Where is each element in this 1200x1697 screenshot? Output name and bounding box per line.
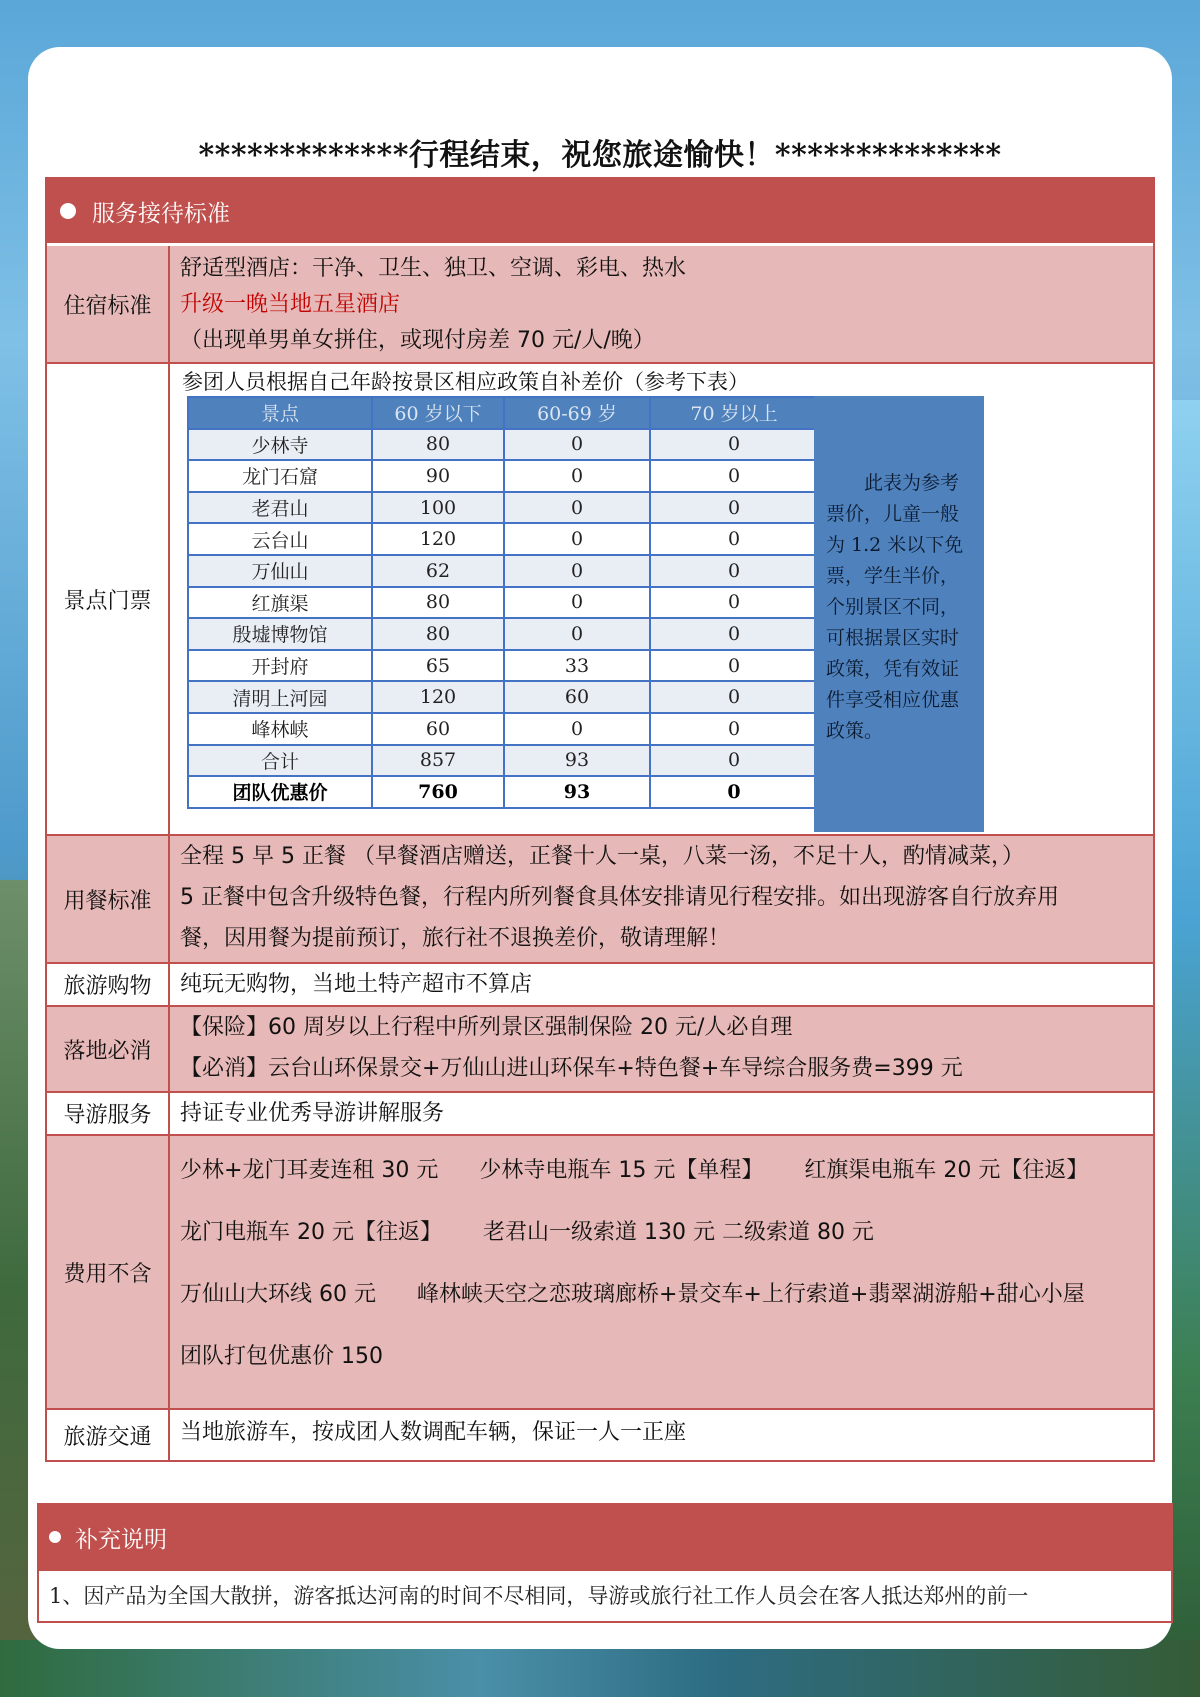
- cell-price: 65: [372, 650, 504, 682]
- shopping-row: [47, 962, 1153, 1005]
- cell-spot: 龙门石窟: [188, 460, 372, 492]
- cell-price: 0: [650, 745, 818, 777]
- excluded-fees-content: [170, 1136, 1153, 1408]
- table-row: [188, 713, 818, 745]
- excluded-line-4: 团队打包优惠价 150: [180, 1344, 383, 1369]
- cell-spot: 团队优惠价: [188, 776, 372, 808]
- cell-price: 0: [650, 650, 818, 682]
- bullet-dot-icon: [60, 203, 76, 219]
- cell-price: 0: [650, 587, 818, 619]
- insurance-line: 【保险】60 周岁以上行程中所列景区强制保险 20 元/人必自理: [180, 1015, 793, 1040]
- col-header-over-70: 70 岁以上: [650, 397, 818, 429]
- cell-price: 0: [650, 776, 818, 808]
- tickets-note: 参团人员根据自己年龄按景区相应政策自补差价（参考下表）: [182, 370, 749, 394]
- cell-price: 100: [372, 492, 504, 524]
- cell-price: 0: [504, 713, 650, 745]
- laojunshan-cable-text: 老君山一级索道 130 元 二级索道 80 元: [482, 1220, 874, 1245]
- cell-price: 120: [372, 681, 504, 713]
- cell-price: 0: [504, 555, 650, 587]
- cell-price: 60: [372, 713, 504, 745]
- cell-spot: 万仙山: [188, 555, 372, 587]
- mandatory-fees-row: [47, 1005, 1153, 1091]
- cell-spot: 合计: [188, 745, 372, 777]
- cell-price: 93: [504, 776, 650, 808]
- bullet-dot-icon: [49, 1531, 61, 1543]
- cell-price: 93: [504, 745, 650, 777]
- cell-price: 0: [650, 492, 818, 524]
- lodging-content: [170, 246, 1153, 362]
- table-row-group-price: [188, 776, 818, 808]
- mandatory-line: 【必消】云台山环保景交+万仙山进山环保车+特色餐+车导综合服务费=399 元: [180, 1056, 963, 1081]
- cell-spot: 老君山: [188, 492, 372, 524]
- cell-price: 0: [504, 587, 650, 619]
- cell-price: 62: [372, 555, 504, 587]
- service-section-title: 服务接待标准: [92, 200, 230, 227]
- shopping-text: 纯玩无购物，当地土特产超市不算店: [180, 972, 533, 997]
- lodging-label: 住宿标准: [47, 246, 170, 362]
- mandatory-fees-content: [170, 1007, 1153, 1091]
- meals-content: [170, 836, 1153, 962]
- col-header-spot: 景点: [188, 397, 372, 429]
- itinerary-end-title: *************行程结束，祝您旅途愉快！**************: [198, 138, 1002, 173]
- table-row: [188, 460, 818, 492]
- meals-line-3: 餐，因用餐为提前预订，旅行社不退换差价，敬请理解！: [180, 926, 731, 951]
- cell-price: 0: [504, 460, 650, 492]
- cell-spot: 开封府: [188, 650, 372, 682]
- table-row: [188, 681, 818, 713]
- longmen-cart-text: 龙门电瓶车 20 元【往返】: [180, 1220, 442, 1245]
- lodging-line-3: （出现单男单女拼住，或现付房差 70 元/人/晚）: [180, 328, 655, 353]
- cell-spot: 少林寺: [188, 429, 372, 461]
- col-header-60-69: 60-69 岁: [504, 397, 650, 429]
- supplement-section: [37, 1503, 1173, 1623]
- ticket-price-table: [187, 396, 819, 809]
- guide-text: 持证专业优秀导游讲解服务: [180, 1101, 445, 1126]
- cell-spot: 红旗渠: [188, 587, 372, 619]
- tickets-row: [47, 362, 1153, 834]
- service-standards-table: [45, 177, 1155, 1462]
- cell-price: 80: [372, 618, 504, 650]
- cell-price: 80: [372, 587, 504, 619]
- meals-line-2: 5 正餐中包含升级特色餐，行程内所列餐食具体安排请见行程安排。如出现游客自行放弃用: [180, 885, 1059, 910]
- table-row: [188, 587, 818, 619]
- cell-price: 0: [650, 618, 818, 650]
- headset-rental-text: 少林+龙门耳麦连租 30 元: [180, 1158, 439, 1183]
- ticket-side-note: 此表为参考票价，儿童一般为 1.2 米以下免票，学生半价，个别景区不同，可根据景区实时政策，凭有效证件享受相应优惠政策。: [814, 396, 984, 832]
- cell-price: 0: [504, 429, 650, 461]
- cell-price: 33: [504, 650, 650, 682]
- cell-spot: 云台山: [188, 523, 372, 555]
- meals-line-1: 全程 5 早 5 正餐 （早餐酒店赠送，正餐十人一桌，八菜一汤，不足十人，酌情减菜，）: [180, 844, 1024, 869]
- table-row: [188, 492, 818, 524]
- meals-row: [47, 834, 1153, 962]
- hongqiqu-cart-text: 红旗渠电瓶车 20 元【往返】: [804, 1158, 1089, 1183]
- transport-row: [47, 1408, 1153, 1460]
- table-row: [188, 429, 818, 461]
- lodging-line-1: 舒适型酒店：干净、卫生、独卫、空调、彩电、热水: [180, 256, 687, 281]
- cell-price: 0: [650, 555, 818, 587]
- col-header-under-60: 60 岁以下: [372, 397, 504, 429]
- cell-spot: 峰林峡: [188, 713, 372, 745]
- excluded-line-3: [180, 1264, 1143, 1326]
- mandatory-fees-label: 落地必消: [47, 1007, 170, 1091]
- transport-label: 旅游交通: [47, 1410, 170, 1460]
- excluded-fees-label: 费用不含: [47, 1136, 170, 1408]
- table-row: [188, 618, 818, 650]
- table-row: [188, 555, 818, 587]
- shopping-label: 旅游购物: [47, 964, 170, 1005]
- guide-label: 导游服务: [47, 1093, 170, 1134]
- shaolin-cart-text: 少林寺电瓶车 15 元【单程】: [479, 1158, 764, 1183]
- excluded-line-1: [180, 1140, 1143, 1202]
- cell-price: 0: [650, 681, 818, 713]
- tickets-content: [170, 364, 1153, 834]
- table-row-total: [188, 745, 818, 777]
- cell-price: 90: [372, 460, 504, 492]
- cell-spot: 殷墟博物馆: [188, 618, 372, 650]
- cell-price: 0: [650, 523, 818, 555]
- ticket-table-header: [188, 397, 818, 429]
- transport-text: 当地旅游车，按成团人数调配车辆，保证一人一正座: [180, 1420, 687, 1445]
- meals-label: 用餐标准: [47, 836, 170, 962]
- supplement-header: [39, 1505, 1171, 1569]
- transport-content: [170, 1410, 1153, 1460]
- cell-price: 60: [504, 681, 650, 713]
- lodging-upgrade-line: 升级一晚当地五星酒店: [180, 292, 401, 317]
- guide-content: [170, 1093, 1153, 1134]
- cell-spot: 清明上河园: [188, 681, 372, 713]
- excluded-line-2: [180, 1202, 1143, 1264]
- cell-price: 0: [650, 429, 818, 461]
- lodging-row: [47, 246, 1153, 362]
- supplement-title: 补充说明: [75, 1526, 167, 1553]
- shopping-content: [170, 964, 1153, 1005]
- table-row: [188, 523, 818, 555]
- tickets-label: 景点门票: [47, 364, 170, 834]
- cell-price: 80: [372, 429, 504, 461]
- supplement-text: 1、因产品为全国大散拼，游客抵达河南的时间不尽相同，导游或旅行社工作人员会在客人抵达郑州的前一: [39, 1569, 1171, 1621]
- cell-price: 0: [504, 523, 650, 555]
- cell-price: 760: [372, 776, 504, 808]
- wanxianshan-loop-text: 万仙山大环线 60 元: [180, 1282, 376, 1307]
- service-section-header: [47, 179, 1153, 246]
- cell-price: 120: [372, 523, 504, 555]
- cell-price: 0: [504, 492, 650, 524]
- cell-price: 0: [650, 713, 818, 745]
- cell-price: 0: [650, 460, 818, 492]
- cell-price: 0: [504, 618, 650, 650]
- guide-row: [47, 1091, 1153, 1134]
- cell-price: 857: [372, 745, 504, 777]
- table-row: [188, 650, 818, 682]
- fenglinxia-package-text: 峰林峡天空之恋玻璃廊桥+景交车+上行索道+翡翠湖游船+甜心小屋: [416, 1282, 1085, 1307]
- excluded-fees-row: [47, 1134, 1153, 1408]
